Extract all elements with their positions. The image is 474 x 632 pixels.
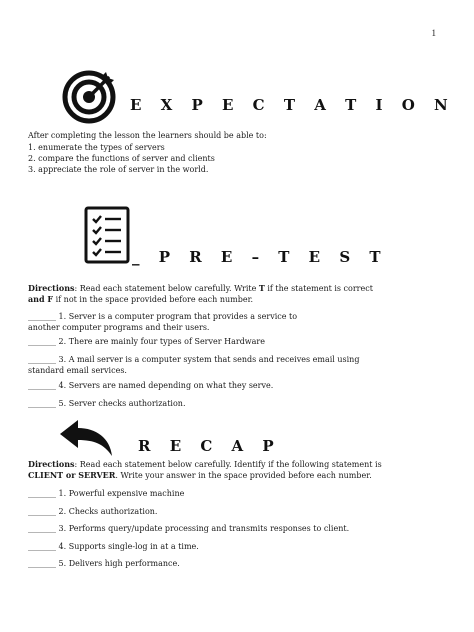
recap-directions-line2: CLIENT or SERVER. Write your answer in the space provided before each number. xyxy=(28,470,372,480)
pretest-item: _______ 5. Server checks authorization. xyxy=(28,399,186,408)
pretest-item: _______ 3. A mail server is a computer system that sends and receives email using xyxy=(28,355,360,364)
expectation-title: E X P E C T A T I O N xyxy=(130,96,455,114)
recap-item: _______ 3. Performs query/update processing and transmits responses to client. xyxy=(28,524,350,533)
target-icon xyxy=(62,66,120,124)
pretest-title: _ P R E – T E S T xyxy=(132,248,388,266)
recap-item: _______ 4. Supports single-log in at a time. xyxy=(28,542,199,551)
recap-item: _______ 2. Checks authorization. xyxy=(28,507,158,516)
pretest-item-cont: standard email services. xyxy=(28,366,127,375)
pretest-directions-line2: and F if not in the space provided before each number. xyxy=(28,294,254,304)
expectation-intro: After completing the lesson the learners should be able to: xyxy=(28,131,267,140)
back-arrow-icon xyxy=(58,418,114,458)
pretest-item: _______ 4. Servers are named depending on what they serve. xyxy=(28,381,274,390)
pretest-item: _______ 2. There are mainly four types of Server Hardware xyxy=(28,337,265,346)
page-number: 1 xyxy=(431,28,436,38)
objective-item: 1. enumerate the types of servers xyxy=(28,143,165,152)
objective-item: 2. compare the functions of server and clients xyxy=(28,154,215,163)
recap-directions-line1: Directions: Read each statement below carefully. Identify if the following statement is xyxy=(28,459,382,469)
recap-title: R E C A P xyxy=(138,437,281,455)
pretest-directions-line1: Directions: Read each statement below carefully. Write T if the statement is correct xyxy=(28,283,373,293)
objective-item: 3. appreciate the role of server in the world. xyxy=(28,165,209,174)
checklist-icon xyxy=(84,206,132,264)
directions-label: Directions xyxy=(28,283,75,293)
recap-item: _______ 1. Powerful expensive machine xyxy=(28,489,185,498)
pretest-item-cont: another computer programs and their users. xyxy=(28,323,210,332)
pretest-item: _______ 1. Server is a computer program that provides a service to xyxy=(28,312,298,321)
recap-item: _______ 5. Delivers high performance. xyxy=(28,559,180,568)
